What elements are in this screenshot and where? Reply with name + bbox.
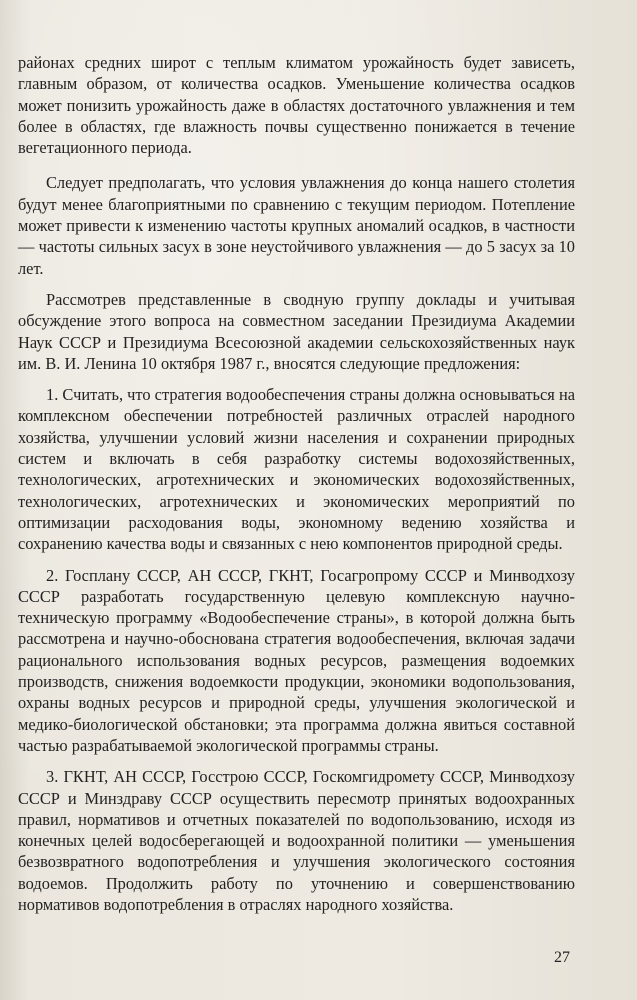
paragraph-proposal-2: 2. Госплану СССР, АН СССР, ГКНТ, Госагропрому СССР и Минводхозу СССР разработать государственную целевую комплексную научно-техническую программу «Водообеспечение страны», в которой должна быть рассмотрена и научно-обоснована стратегия водообеспечения, включая задачи рационального использования водных ресурсов, размещения водоемких производств, снижения водоемкости продукции, экономики водопользования, охраны водных ресурсов и природной среды, улучшения экологической и медико-биологической обстановки; эта программа должна явиться составной частью разрабатываемой экологической программы страны. [18, 565, 575, 755]
paragraph-proposal-1: 1. Считать, что стратегия водообеспечения страны должна основываться на комплексном обеспечении потребностей различных отраслей народного хозяйства, улучшении условий жизни населения и сохранении природных систем и включать в себя разработку системы водохозяйственных, технологических, агротехнических и экономических водохозяйственных, технологических, агротехнических и экономических мероприятий по оптимизации расходования воды, экономному ведению хозяйства и сохранению качества воды и связанных с нею компонентов природной среды. [18, 385, 575, 554]
paragraph-proposals-intro: Рассмотрев представленные в сводную группу доклады и учитывая обсуждение этого вопроса на совместном заседании Президиума Академии Наук СССР и Президиума Всесоюзной академии сельскохозяйственных наук им. В. И. Ленина 10 октября 1987 г., вносятся следующие предложения: [18, 289, 575, 373]
paragraph-proposal-3: 3. ГКНТ, АН СССР, Госстрою СССР, Госкомгидромету СССР, Минводхозу СССР и Минздраву СССР осуществить пересмотр принятых водоохранных правил, нормативов и отчетных показателей по водопользованию, исходя из конечных целей водосберегающей и водоохранной политики — уменьшения безвозвратного водопотребления и улучшения экологического состояния водоемов. Продолжить работу по уточнению и совершенствованию нормативов водопотребления в отраслях народного хозяйства. [18, 767, 575, 914]
paragraph-humidity-forecast: Следует предполагать, что условия увлажнения до конца нашего столетия будут менее благоприятными по сравнению с текущим периодом. Потепление может привести к изменению частоты крупных аномалий осадков, в частности — частоты сильных засух в зоне неустойчивого увлажнения — до 5 засух за 10 лет. [18, 173, 575, 278]
page-number: 27 [554, 949, 570, 966]
paragraph-continuation: районах средних широт с теплым климатом урожайность будет зависеть, главным образом, от количества осадков. Уменьшение количества осадков может понизить урожайность даже в областях достаточного увлажнения и тем более в областях, где влажность почвы существенно понижается в течение вегетационного периода. [18, 53, 575, 158]
